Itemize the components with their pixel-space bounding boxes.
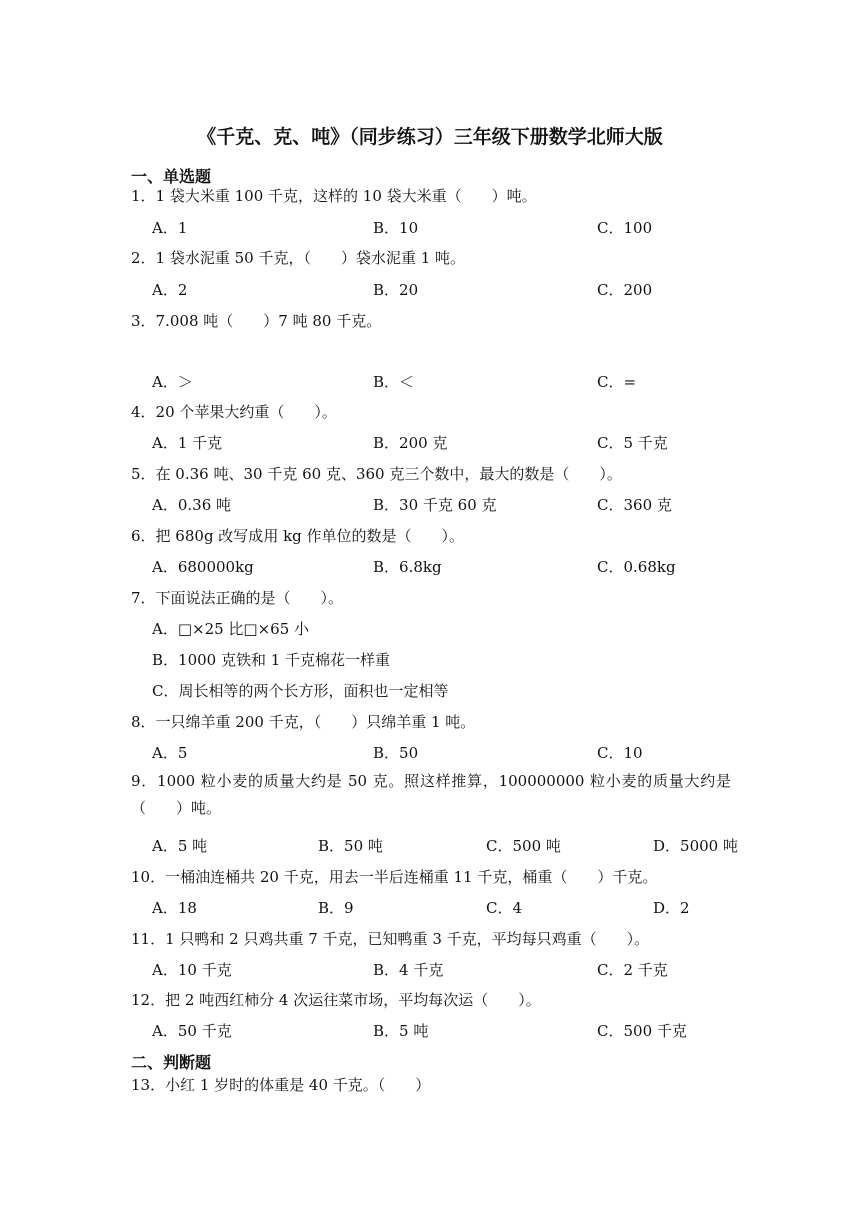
q10-option-b: B．9 [318, 899, 354, 917]
q4-option-b: B．200 克 [373, 434, 448, 452]
question-7: 7．下面说法正确的是（ ）。 [131, 589, 344, 607]
q8-option-b: B．50 [373, 744, 419, 762]
q6-option-c: C．0.68kg [597, 558, 676, 576]
question-10: 10．一桶油连桶共 20 千克，用去一半后连桶重 11 千克，桶重（ ）千克。 [131, 868, 658, 886]
q3-option-a: A．＞ [152, 373, 193, 391]
question-12: 12．把 2 吨西红柿分 4 次运往菜市场，平均每次运（ ）。 [131, 991, 541, 1009]
q4-option-c: C．5 千克 [597, 434, 668, 452]
q8-option-c: C．10 [597, 744, 643, 762]
q12-option-a: A．50 千克 [152, 1022, 232, 1040]
q3-option-c: C．= [597, 373, 637, 391]
question-8: 8．一只绵羊重 200 千克，（ ）只绵羊重 1 吨。 [131, 713, 476, 731]
question-9: 9．1000 粒小麦的质量大约是 50 克。照这样推算，100000000 粒小麦的质量大约是（ ）吨。 [131, 772, 731, 817]
q1-option-b: B．10 [373, 219, 419, 237]
q11-option-b: B．4 千克 [373, 961, 444, 979]
q5-option-a: A．0.36 吨 [152, 496, 231, 514]
question-6: 6．把 680g 改写成用 kg 作单位的数是（ ）。 [131, 527, 465, 545]
question-5: 5．在 0.36 吨、30 千克 60 克、360 克三个数中，最大的数是（ ）。 [131, 465, 622, 483]
q1-option-a: A．1 [152, 219, 188, 237]
q5-option-b: B．30 千克 60 克 [373, 496, 497, 514]
q12-option-b: B．5 吨 [373, 1022, 429, 1040]
question-11: 11．1 只鸭和 2 只鸡共重 7 千克，已知鸭重 3 千克，平均每只鸡重（ ）。 [131, 930, 650, 948]
q9-option-d: D．5000 吨 [653, 837, 738, 855]
question-3: 3．7.008 吨（ ）7 吨 80 千克。 [131, 312, 382, 330]
q10-option-a: A．18 [152, 899, 197, 917]
document-title: 《千克、克、吨》（同步练习）三年级下册数学北师大版 [197, 126, 663, 148]
q2-option-a: A．2 [152, 281, 188, 299]
q2-option-c: C．200 [597, 281, 653, 299]
q4-option-a: A．1 千克 [152, 434, 223, 452]
q10-option-d: D．2 [653, 899, 690, 917]
q6-option-a: A．680000kg [152, 558, 254, 576]
q7-option-a: A．□×25 比□×65 小 [152, 620, 310, 638]
section-heading-true-false: 二、判断题 [131, 1053, 212, 1072]
question-4: 4．20 个苹果大约重（ ）。 [131, 403, 337, 421]
q5-option-c: C．360 克 [597, 496, 672, 514]
question-2: 2．1 袋水泥重 50 千克，（ ）袋水泥重 1 吨。 [131, 249, 466, 267]
section-heading-single-choice: 一、单选题 [131, 167, 212, 186]
q9-option-b: B．50 吨 [318, 837, 383, 855]
q1-option-c: C．100 [597, 219, 653, 237]
q7-option-b: B．1000 克铁和 1 千克棉花一样重 [152, 651, 391, 669]
q11-option-a: A．10 千克 [152, 961, 232, 979]
q12-option-c: C．500 千克 [597, 1022, 687, 1040]
q3-option-b: B．＜ [373, 373, 415, 391]
q9-option-a: A．5 吨 [152, 837, 208, 855]
q8-option-a: A．5 [152, 744, 188, 762]
q11-option-c: C．2 千克 [597, 961, 668, 979]
q10-option-c: C．4 [486, 899, 523, 917]
question-1: 1．1 袋大米重 100 千克，这样的 10 袋大米重（ ）吨。 [131, 187, 537, 205]
q6-option-b: B．6.8kg [373, 558, 442, 576]
q2-option-b: B．20 [373, 281, 419, 299]
q9-option-c: C．500 吨 [486, 837, 561, 855]
question-13: 13．小红 1 岁时的体重是 40 千克。（ ） [131, 1076, 431, 1094]
q7-option-c: C．周长相等的两个长方形，面积也一定相等 [152, 682, 449, 700]
